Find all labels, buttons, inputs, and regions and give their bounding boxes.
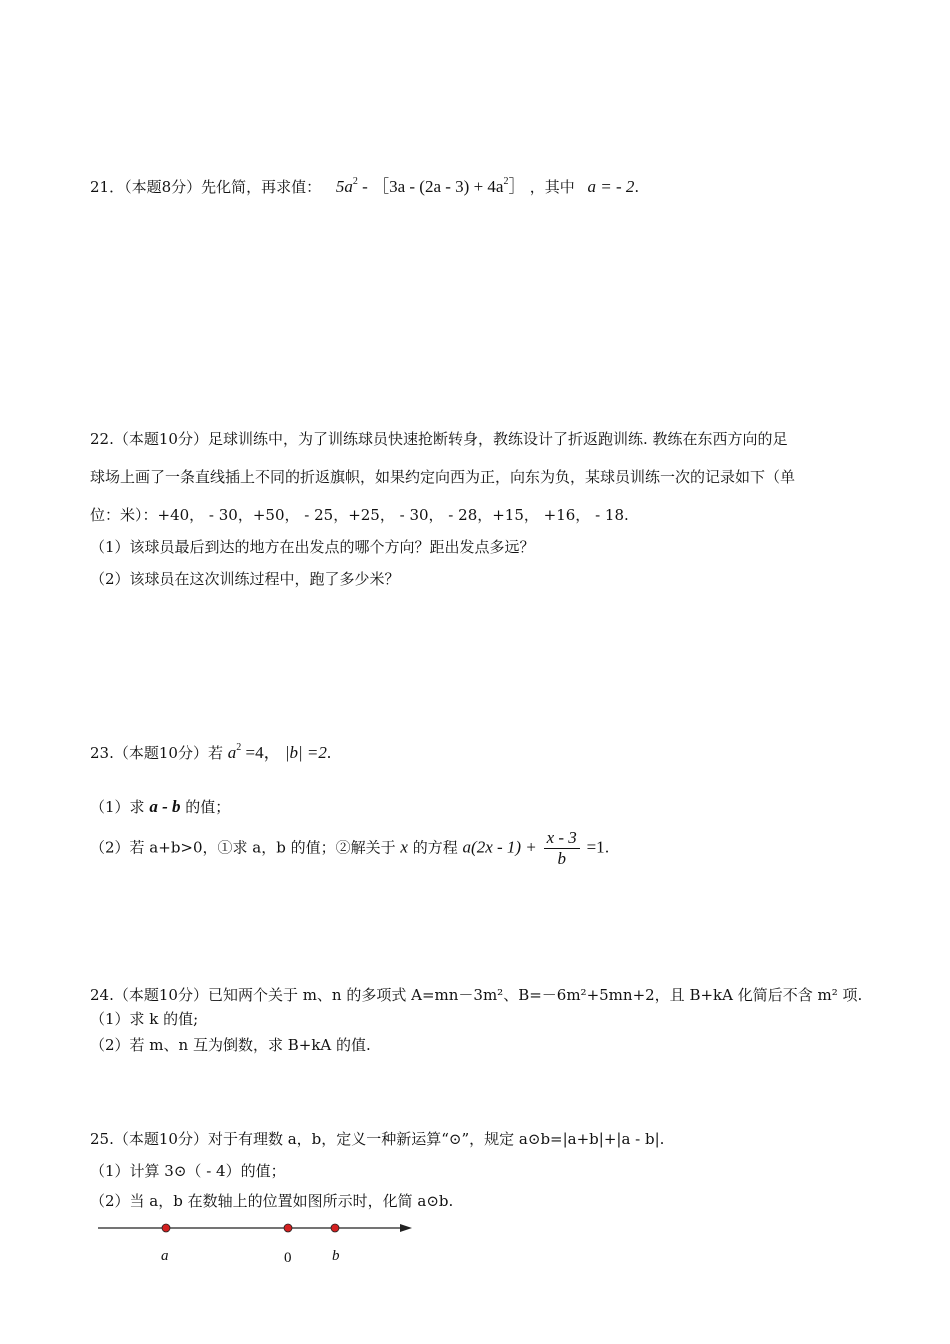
q21-condition: a = - 2: [587, 177, 635, 196]
q23-equation-left: a(2x - 1) +: [462, 837, 537, 857]
question-25-line-1: 25.（本题10分）对于有理数 a，b，定义一种新运算“⊙”，规定 a⊙b=|a+b|+|a - b|.: [90, 1130, 665, 1148]
question-22-line-1: 22.（本题10分）足球训练中，为了训练球员快速抢断转身，教练设计了折返跑训练. 教练在东西方向的足: [90, 430, 788, 448]
question-25-sub-1: （1）计算 3⊙（ - 4）的值；: [90, 1162, 286, 1180]
q23-label: 23.（本题10分）若: [90, 744, 223, 762]
label-zero: 0: [284, 1250, 292, 1266]
label-b: b: [332, 1248, 340, 1264]
arrow-right-icon: [400, 1224, 412, 1232]
question-24-sub-1: （1）求 k 的值;: [90, 1010, 199, 1028]
question-23: [90, 738, 331, 763]
question-22-line-2: 球场上画了一条直线插上不同的折返旗帜，如果约定向西为正，向东为负，某球员训练一次的记录如下（单: [90, 468, 796, 486]
question-24-sub-2: （2）若 m、n 互为倒数，求 B+kA 的值.: [90, 1036, 371, 1054]
number-line: [90, 1210, 430, 1270]
point-b: [331, 1224, 339, 1232]
label-a: a: [161, 1248, 169, 1264]
q23-fraction: $\frac{x - 3}{b}$: [544, 828, 580, 869]
q23-conditions: $a^2 =4$， |b| =2.: [227, 742, 332, 762]
question-22-line-3: 位：米）：+40， - 30，+50， - 25，+25， - 30， - 28，+15， +16， - 18.: [90, 506, 629, 524]
question-23-sub-2: （2）若 a+b>0，①求 a，b 的值；②解关于 x 的方程 a(2x - 1) + $\frac{x - 3}{b}$ =1.: [90, 828, 610, 868]
question-25-sub-2: （2）当 a，b 在数轴上的位置如图所示时，化简 a⊙b.: [90, 1192, 454, 1210]
q23-sub1-expression: a - b: [149, 797, 181, 816]
point-a: [162, 1224, 170, 1232]
q21-where: ，其中: [529, 178, 575, 196]
point-zero: [284, 1224, 292, 1232]
question-22-sub-2: （2）该球员在这次训练过程中，跑了多少米？: [90, 570, 400, 588]
q21-expression: $5a^2$ - ［3a - $(2a - 3) + 4a^2]$: [335, 176, 526, 196]
question-24-line-1: 24.（本题10分）已知两个关于 m、n 的多项式 A=mn－3m²、B=－6m²+5mn+2，且 B+kA 化简后不含 m² 项.: [90, 986, 863, 1004]
question-22-sub-1: （1）该球员最后到达的地方在出发点的哪个方向？距出发点多远？: [90, 538, 535, 556]
q21-label: 21．（本题8分）先化简，再求值：: [90, 178, 322, 196]
question-21: 21．（本题8分）先化简，再求值： $5a^2$ - ［3a - $(2a - 3) + 4a^2]$ ，其中 a = - 2.: [90, 176, 640, 196]
question-23-sub-1: （1）求 a - b 的值；: [90, 797, 231, 816]
